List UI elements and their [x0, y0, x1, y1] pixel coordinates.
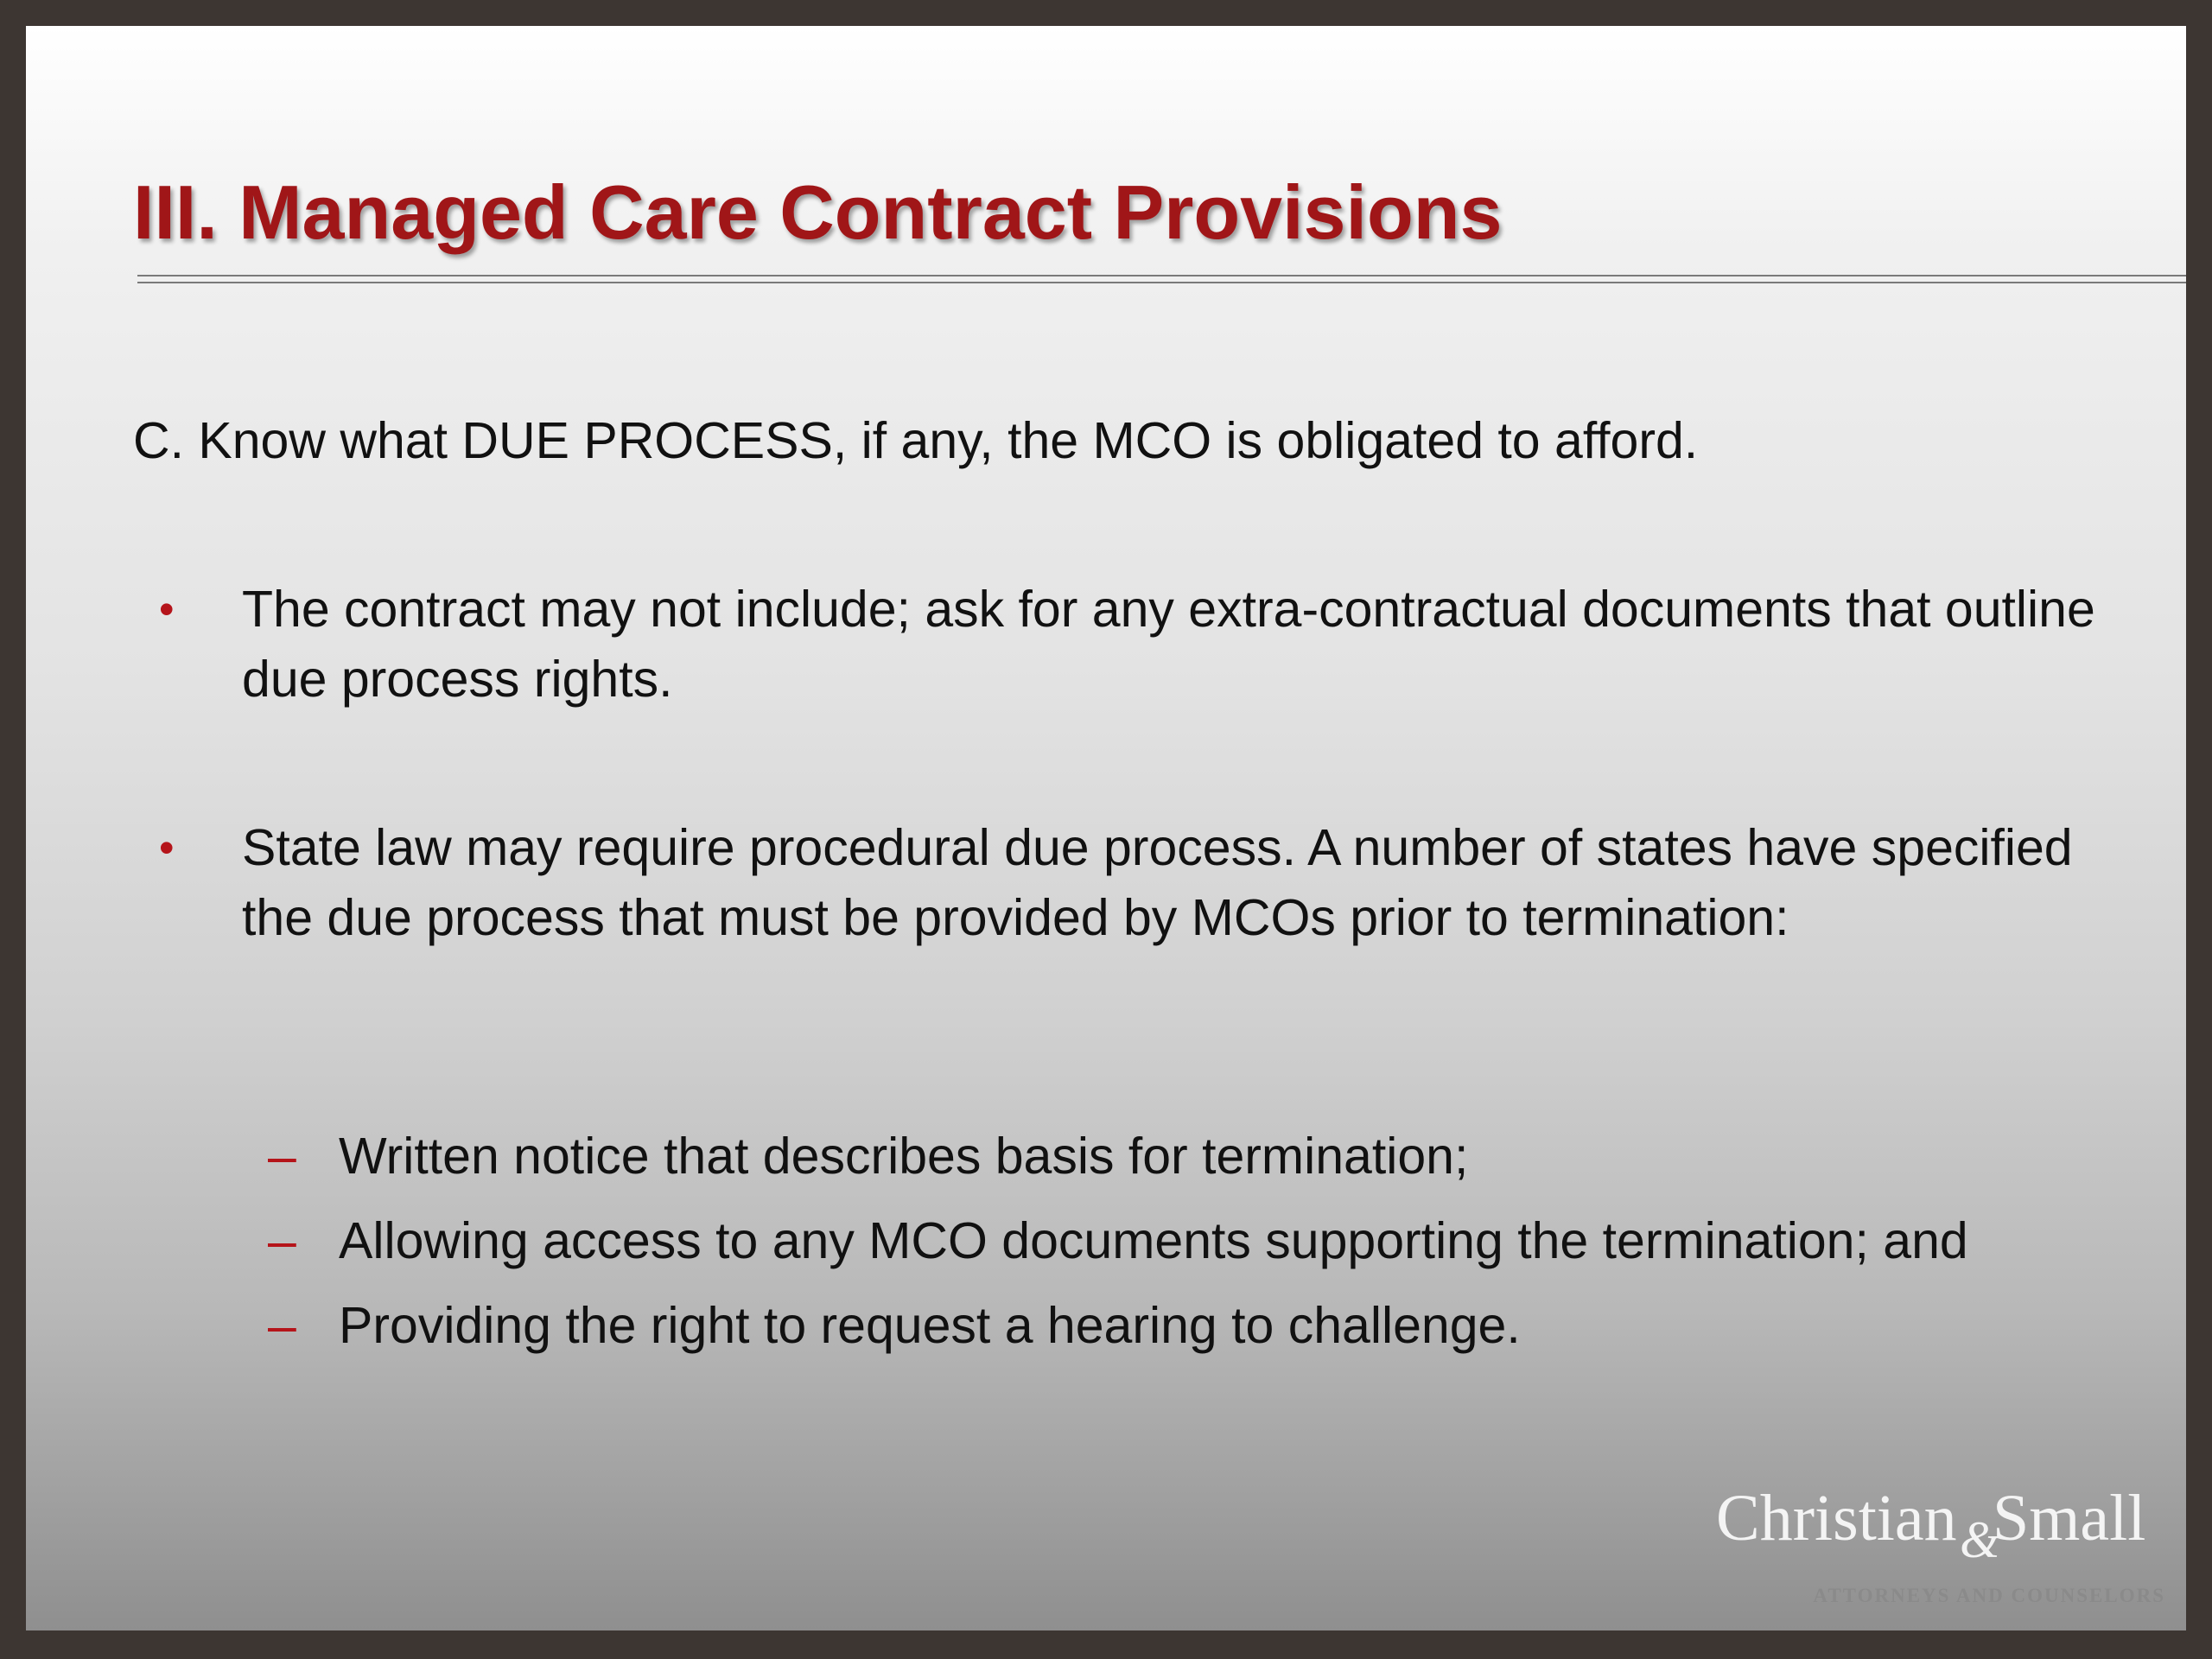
dash-marker-icon: –: [268, 1128, 296, 1185]
logo-ampersand: &: [1960, 1511, 2000, 1568]
sub-bullet-item: [242, 1122, 1468, 1192]
bullet-item: [133, 575, 2095, 715]
dash-marker-icon: –: [268, 1212, 296, 1269]
sub-bullet-text: Allowing access to any MCO documents supporting the termination; and: [339, 1212, 1968, 1269]
bullet-item: [133, 813, 2073, 953]
title-divider: [137, 275, 2186, 283]
sub-bullet-item: [242, 1291, 1521, 1361]
bullet-marker-icon: •: [159, 585, 175, 633]
logo-name-left: Christian: [1716, 1482, 1957, 1554]
logo-name-right: Small: [1993, 1482, 2146, 1554]
section-heading: C. Know what DUE PROCESS, if any, the MCO is obligated to afford.: [133, 412, 1699, 469]
sub-bullet-text: Written notice that describes basis for termination;: [339, 1128, 1469, 1185]
bullet-text: State law may require procedural due process. A number of states have specified the due process that must be provided by MCOs prior to termination:: [242, 819, 2073, 946]
bullet-marker-icon: •: [159, 823, 175, 872]
sub-bullet-text: Providing the right to request a hearing to challenge.: [339, 1297, 1521, 1354]
sub-bullet-item: [242, 1206, 1968, 1276]
bullet-text: The contract may not include; ask for any extra-contractual documents that outline due process rights.: [242, 581, 2095, 708]
slide: [26, 26, 2186, 1630]
dash-marker-icon: –: [268, 1297, 296, 1354]
firm-logo: [1685, 1471, 2169, 1626]
logo-tagline: ATTORNEYS AND COUNSELORS: [1813, 1585, 2165, 1606]
slide-title: III. Managed Care Contract Provisions: [133, 169, 1503, 255]
